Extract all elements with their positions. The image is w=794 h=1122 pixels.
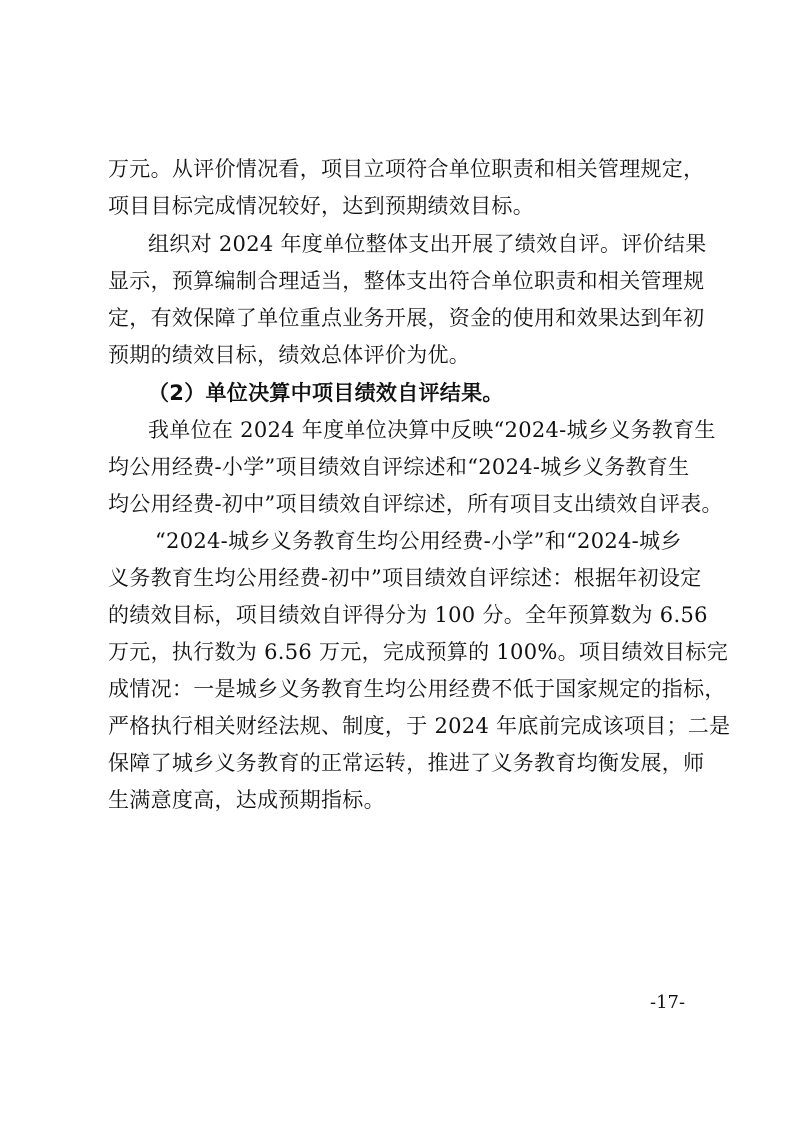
paragraph-line: 严格执行相关财经法规、制度，于 2024 年底前完成该项目；二是 bbox=[108, 714, 731, 738]
paragraph-line: 均公用经费-小学”项目绩效自评综述和“2024-城乡义务教育生 bbox=[108, 455, 690, 479]
paragraph-line: 义务教育生均公用经费-初中”项目绩效自评综述：根据年初设定 bbox=[108, 566, 702, 590]
paragraph-line: 定，有效保障了单位重点业务开展，资金的使用和效果达到年初 bbox=[108, 306, 705, 330]
paragraph-line: 均公用经费-初中”项目绩效自评综述，所有项目支出绩效自评表。 bbox=[108, 492, 723, 516]
paragraph-line: 的绩效目标，项目绩效自评得分为 100 分。全年预算数为 6.56 bbox=[108, 603, 708, 627]
paragraph-line: 我单位在 2024 年度单位决算中反映“2024-城乡义务教育生 bbox=[148, 418, 716, 442]
paragraph-line: 万元。从评价情况看，项目立项符合单位职责和相关管理规定， bbox=[108, 157, 705, 181]
page-number: -17- bbox=[650, 992, 686, 1013]
paragraph-line: 万元，执行数为 6.56 万元，完成预算的 100%。项目绩效目标完 bbox=[108, 640, 729, 664]
paragraph-line: 预期的绩效目标，绩效总体评价为优。 bbox=[108, 343, 471, 367]
section-heading: （2）单位决算中项目绩效自评结果。 bbox=[148, 381, 504, 405]
paragraph-line: 显示，预算编制合理适当，整体支出符合单位职责和相关管理规 bbox=[108, 269, 705, 293]
paragraph-line: 组织对 2024 年度单位整体支出开展了绩效自评。评价结果 bbox=[148, 232, 707, 256]
paragraph-line: 生满意度高，达成预期指标。 bbox=[108, 788, 385, 812]
paragraph-line: “2024-城乡义务教育生均公用经费-小学”和“2024-城乡 bbox=[155, 529, 682, 553]
paragraph-line: 项目目标完成情况较好，达到预期绩效目标。 bbox=[108, 194, 534, 218]
paragraph-line: 成情况：一是城乡义务教育生均公用经费不低于国家规定的指标， bbox=[108, 677, 726, 701]
paragraph-line: 保障了城乡义务教育的正常运转，推进了义务教育均衡发展，师 bbox=[108, 751, 705, 775]
